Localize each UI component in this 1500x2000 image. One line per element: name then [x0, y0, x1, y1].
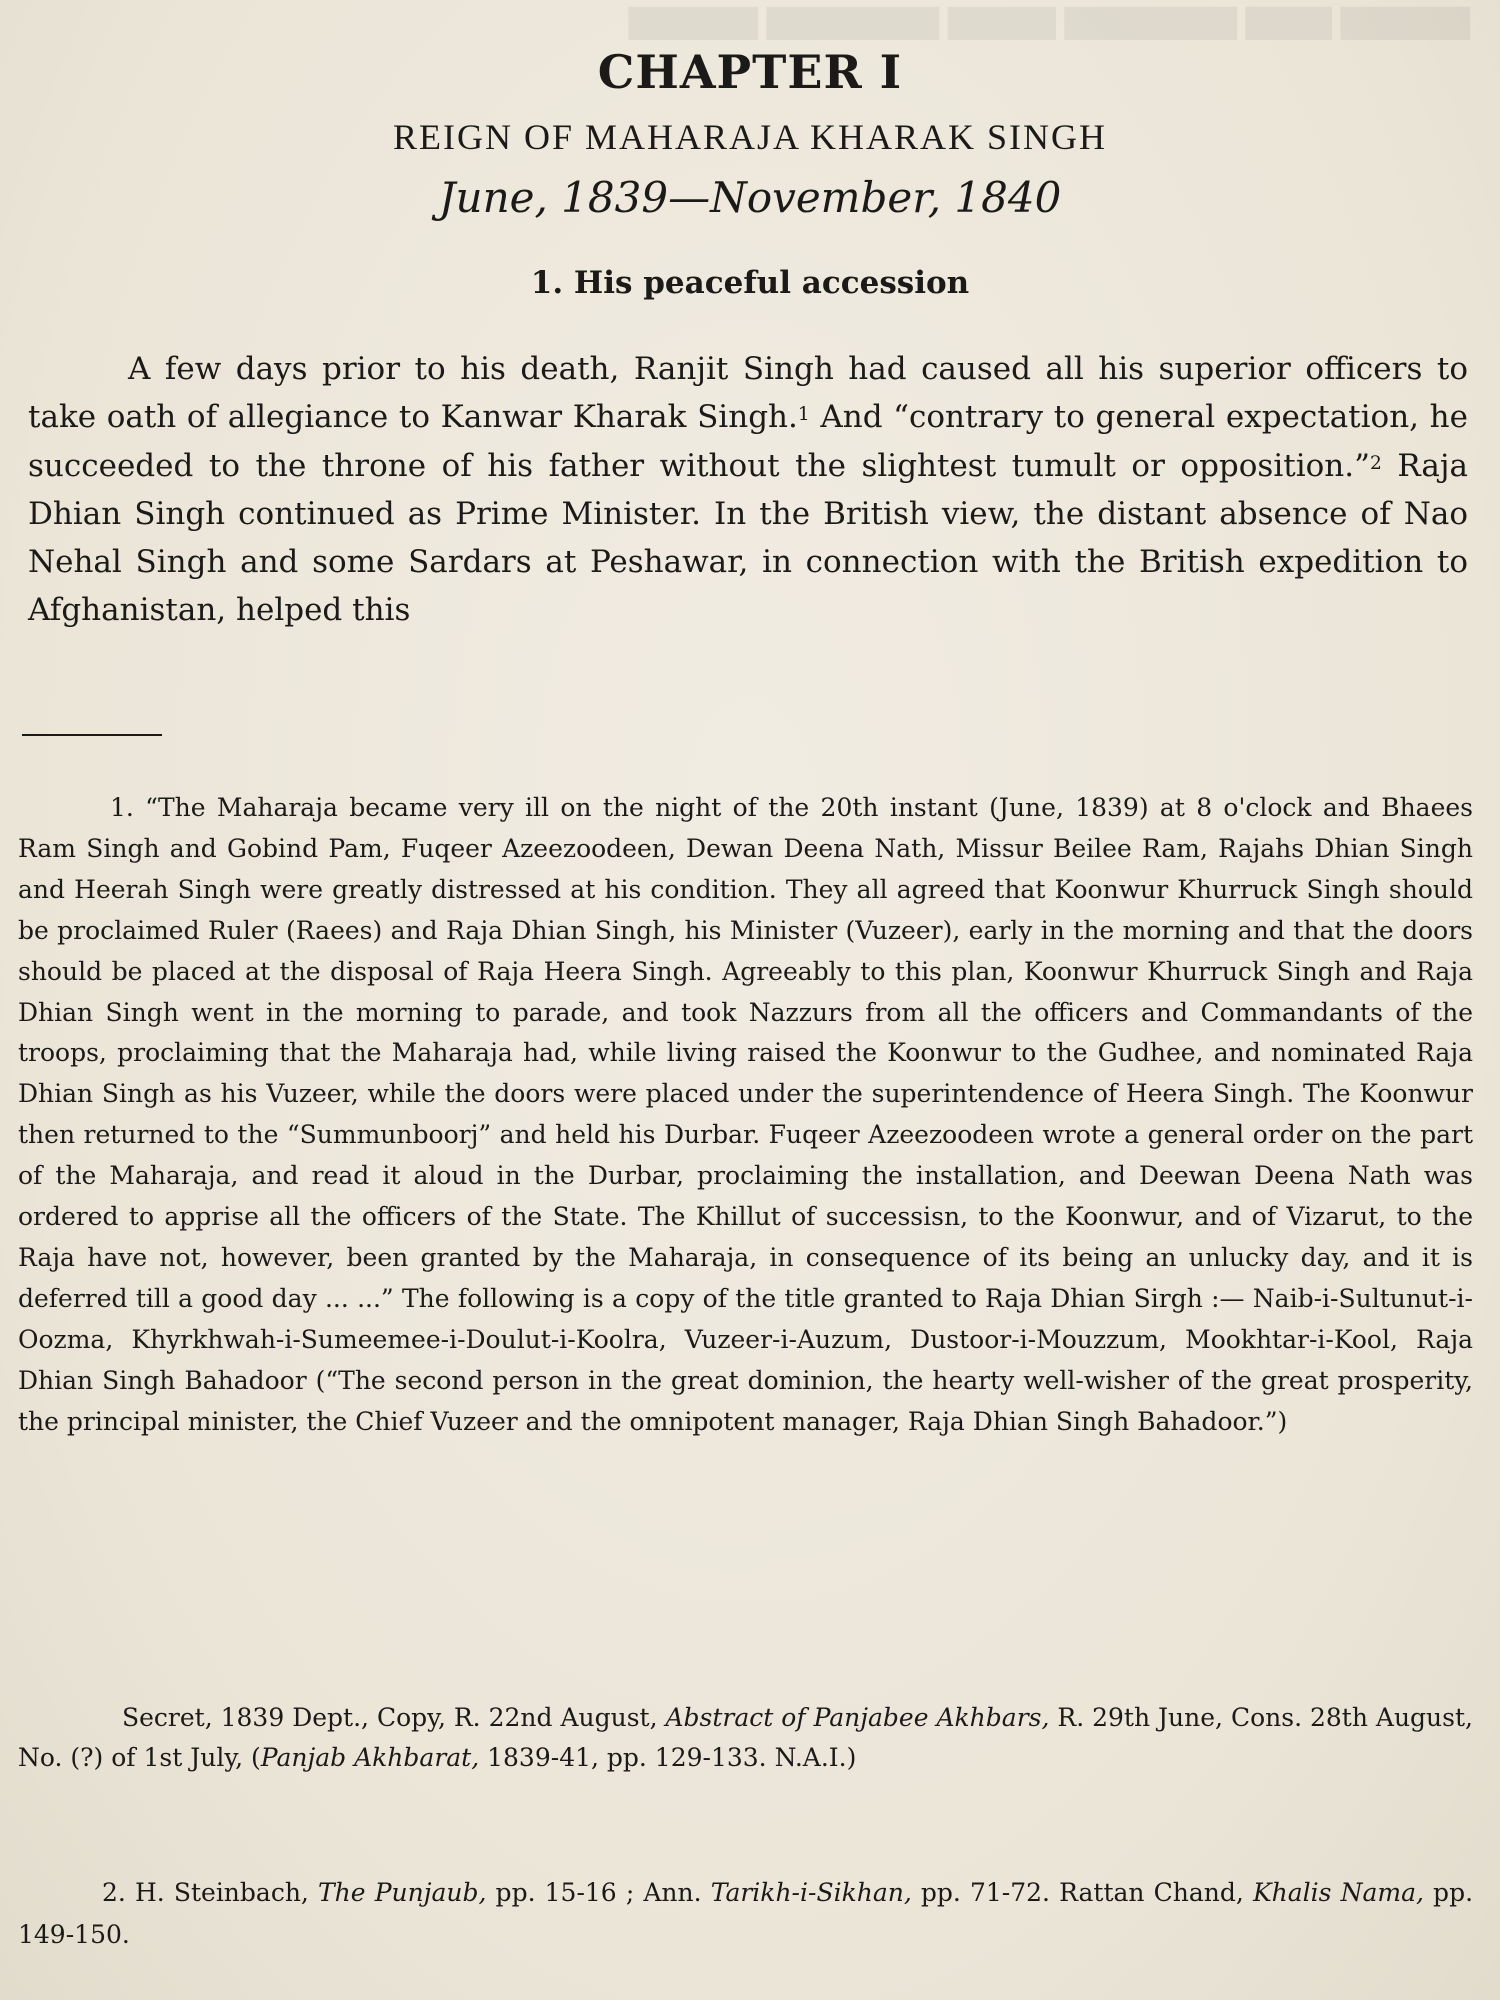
- footnote-2-text-a: 2. H. Steinbach,: [102, 1878, 318, 1907]
- footnote-1: [18, 788, 1473, 1443]
- source-text-a: Secret, 1839 Dept., Copy, R. 22nd August,: [122, 1703, 666, 1732]
- section-heading: 1. His peaceful accession: [530, 265, 970, 301]
- footnote-2-text-e: pp. 71-72. Rattan Chand,: [911, 1878, 1253, 1907]
- main-paragraph-part-2: And “contrary to general expectation, he succeeded to the throne of his father without the slightest tumult or opposition.”: [28, 399, 1468, 484]
- footnote-2-title-punjaub: The Punjaub,: [318, 1878, 487, 1907]
- footnote-2: [18, 1872, 1473, 1956]
- main-paragraph-part-3: Raja Dhian Singh continued as Prime Minister. In the British view, the distant absence of Nao Nehal Singh and some Sardars at Peshawar, in connection with the British expedition to Afghanistan, helped this: [28, 447, 1468, 629]
- footnote-2-title-khalis: Khalis Nama,: [1252, 1878, 1424, 1907]
- main-paragraph: [28, 345, 1468, 635]
- footnote-2-text-c: pp. 15-16 ; Ann.: [486, 1878, 711, 1907]
- source-text-e: 1839-41, pp. 129-133. N.A.I.): [479, 1743, 857, 1772]
- chapter-title: CHAPTER I: [597, 45, 903, 99]
- source-text-c: R. 29th June, Cons. 28th August, No. (?) of 1st July, (: [18, 1703, 1473, 1772]
- source-title-akhbarat: Panjab Akhbarat,: [260, 1743, 480, 1772]
- footnote-divider: [22, 734, 162, 736]
- footnote-2-text-g: pp. 149-150.: [18, 1878, 1474, 1949]
- footnote-1-source: [18, 1698, 1473, 1778]
- footnote-ref-1: 1: [797, 404, 810, 426]
- footnote-1-text: 1. “The Maharaja became very ill on the night of the 20th instant (June, 1839) at 8 o'clock and Bhaees Ram Singh and Gobind Pam, Fuqeer Azeezoodeen, Dewan Deena Nath, Missur Beilee Ram, Rajahs Dhian Singh and Heerah Singh were greatly distressed at his condition. They all agreed that Koonwur Khurruck Singh should be proclaimed Ruler (Raees) and Raja Dhian Singh, his Minister (Vuzeer), early in the morning and that the doors should be placed at the disposal of Raja Heera Singh. Agreeably to this plan, Koonwur Khurruck Singh and Raja Dhian Singh went in the morning to parade, and took Nazzurs from all the officers and Commandants of the troops, proclaiming that the Maharaja had, while living raised the Koonwur to the Gudhee, and nominated Raja Dhian Singh as his Vuzeer, while the doors were placed under the superintendence of Heera Singh. The Koonwur then returned to the “Summunboorj” and held his Durbar. Fuqeer Azeezoodeen wrote a general order on the part of the Maharaja, and read it aloud in the Durbar, proclaiming the installation, and Deewan Deena Nath was ordered to apprise all the officers of the State. The Khillut of successisn, to the Koonwur, and of Vizarut, to the Raja have not, however, been granted by the Maharaja, in consequence of its being an unlucky day, and it is deferred till a good day ... ...” The following is a copy of the title granted to Raja Dhian Sirgh :— Naib-i-Sultunut-i-Oozma, Khyrkhwah-i-Sumeemee-i-Doulut-i-Koolra, Vuzeer-i-Auzum, Dustoor-i-Mouzzum, Mookhtar-i-Kool, Raja Dhian Singh Bahadoor (“The second person in the great dominion, the hearty well-wisher of the great prosperity, the principal minister, the Chief Vuzeer and the omnipotent manager, Raja Dhian Singh Bahadoor.”): [18, 793, 1473, 1436]
- chapter-subtitle: REIGN OF MAHARAJA KHARAK SINGH: [392, 117, 1108, 157]
- chapter-dates: June, 1839—November, 1840: [438, 173, 1062, 222]
- main-paragraph-part-1: A few days prior to his death, Ranjit Singh had caused all his superior officers to take oath of allegiance to Kanwar Kharak Singh.: [28, 351, 1468, 436]
- source-title-abstract: Abstract of Panjabee Akhbars,: [665, 1703, 1050, 1732]
- footnote-2-title-tarikh: Tarikh-i-Sikhan,: [710, 1878, 912, 1907]
- footnote-ref-2: 2: [1369, 452, 1382, 474]
